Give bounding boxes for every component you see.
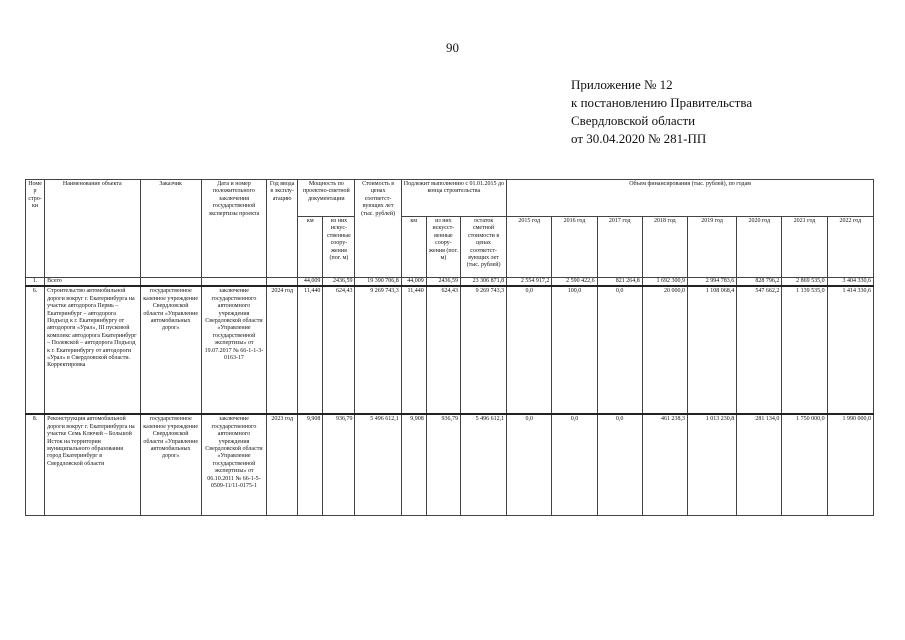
- row-2015: 2 554 917,2: [507, 278, 552, 287]
- header-year-2018: 2018 год: [642, 217, 687, 278]
- header-year-2016: 2016 год: [552, 217, 597, 278]
- row-name: Всего: [45, 278, 140, 287]
- row-cost: 19 390 706,8: [355, 278, 401, 287]
- row-year: 2024 год: [267, 286, 298, 414]
- row-2019: 1 108 068,4: [687, 286, 736, 414]
- header-name: Наименование объекта: [45, 180, 140, 278]
- row-customer: [140, 278, 201, 287]
- row-2017: 0,0: [597, 414, 642, 516]
- financing-table: [25, 179, 874, 516]
- header-remaining: Подлежит выполнению с 01.01.2015 до конца строительства: [401, 180, 506, 217]
- row-2022: 1 414 330,6: [827, 286, 873, 414]
- header-expertise: Дата и номер положительного заключения государственной экспертизы проекта: [201, 180, 266, 278]
- header-capacity: Мощность по проектно-сметной документации: [298, 180, 355, 217]
- row-2019: 2 994 783,6: [687, 278, 736, 287]
- header-year-2022: 2022 год: [827, 217, 873, 278]
- appendix-decree: к постановлению Правительства: [571, 95, 753, 110]
- appendix-title: Приложение № 12: [571, 77, 673, 92]
- page-number: 90: [446, 40, 459, 55]
- header-customer: Заказчик: [140, 180, 201, 278]
- header-num: Номер строки: [26, 180, 45, 278]
- row-structures-remaining: 936,79: [426, 414, 460, 516]
- row-2018: 20 000,0: [642, 286, 687, 414]
- row-2022: 1 990 000,0: [827, 414, 873, 516]
- row-structures-remaining: 2436,59: [426, 278, 460, 287]
- table-row: [26, 286, 874, 414]
- header-year-2015: 2015 год: [507, 217, 552, 278]
- row-2020: 828 796,2: [737, 278, 782, 287]
- row-km: 44,009: [298, 278, 323, 287]
- row-balance: 9 269 743,3: [460, 286, 506, 414]
- row-2021: 1 139 535,0: [782, 286, 827, 414]
- header-financing: Объем финансирования (тыс. рублей), по годам: [507, 180, 874, 217]
- header-year-2020: 2020 год: [737, 217, 782, 278]
- row-2018: 461 238,3: [642, 414, 687, 516]
- row-name: Строительство автомобильной дороги вокруг г. Екатеринбурга на участке автодорога Пермь – Екатеринбург – автодорога Подъезд к г. Екатеринбургу от автодороги «Урал», III пусковой комплекс автодорога Екатеринбург – Полевской – автодорога Подъезд к г. Екатеринбургу от автодороги «Урал» в Свердловской области. Корректировка: [45, 286, 140, 414]
- appendix-region: Свердловской области: [571, 113, 696, 128]
- table-row: [26, 414, 874, 516]
- row-2018: 1 692 300,9: [642, 278, 687, 287]
- row-km-remaining: 11,440: [401, 286, 426, 414]
- row-2016: 2 590 422,6: [552, 278, 597, 287]
- row-num: 1.: [26, 278, 45, 287]
- row-2017: 0,0: [597, 286, 642, 414]
- row-km: 9,908: [298, 414, 323, 516]
- header-year-2017: 2017 год: [597, 217, 642, 278]
- row-expertise: заключение государственного автономного учреждения Свердловской области «Управление государственной экспертизы» от 19.07.2017 № 66-1-1-3-0163-17: [201, 286, 266, 414]
- row-name: Реконструкция автомобильной дороги вокруг г. Екатеринбурга на участке Семь Ключей – Большой Исток на территории муниципального образования город Екатеринбург в Свердловской области: [45, 414, 140, 516]
- row-structures: 624,43: [323, 286, 355, 414]
- header-year-2019: 2019 год: [687, 217, 736, 278]
- row-km-remaining: 44,009: [401, 278, 426, 287]
- row-cost: 5 496 612,1: [355, 414, 401, 516]
- row-year: [267, 278, 298, 287]
- row-num: 6.: [26, 286, 45, 414]
- appendix-header: [571, 76, 752, 148]
- header-balance: остаток сметной стоимости в ценах соответствующих лет (тыс. рублей): [460, 217, 506, 278]
- row-expertise: [201, 278, 266, 287]
- row-2021: 2 869 535,0: [782, 278, 827, 287]
- row-2015: 0,0: [507, 286, 552, 414]
- row-2016: 0,0: [552, 414, 597, 516]
- header-km-remaining: км: [401, 217, 426, 278]
- row-2015: 0,0: [507, 414, 552, 516]
- row-balance: 5 496 612,1: [460, 414, 506, 516]
- appendix-date: от 30.04.2020 № 281-ПП: [571, 131, 707, 146]
- row-km-remaining: 9,908: [401, 414, 426, 516]
- row-2021: 1 750 000,0: [782, 414, 827, 516]
- header-year: Год ввода в эксплуатацию: [267, 180, 298, 278]
- header-km: км: [298, 217, 323, 278]
- row-num: 8.: [26, 414, 45, 516]
- row-2016: 100,0: [552, 286, 597, 414]
- header-year-2021: 2021 год: [782, 217, 827, 278]
- row-year: 2023 год: [267, 414, 298, 516]
- header-structures-remaining: из них искусственные сооружения (пог. м): [426, 217, 460, 278]
- row-customer: государственное казенное учреждение Свердловской области «Управление автомобильных дорог»: [140, 414, 201, 516]
- row-structures: 2436,59: [323, 278, 355, 287]
- row-structures: 936,79: [323, 414, 355, 516]
- row-expertise: заключение государственного автономного учреждения Свердловской области «Управление государственной экспертизы» от 06.10.2011 № 66-1-5-0509-11/11-0175-1: [201, 414, 266, 516]
- row-2022: 3 404 330,6: [827, 278, 873, 287]
- row-2017: 821 264,8: [597, 278, 642, 287]
- header-structures: из них искусственные сооружения (пог. м): [323, 217, 355, 278]
- row-2020: 281 134,0: [737, 414, 782, 516]
- header-cost: Стоимость в ценах соответствующих лет (тыс. рублей): [355, 180, 401, 278]
- row-balance: 23 306 871,8: [460, 278, 506, 287]
- row-cost: 9 269 743,3: [355, 286, 401, 414]
- row-structures-remaining: 624,43: [426, 286, 460, 414]
- row-2020: 547 662,2: [737, 286, 782, 414]
- row-km: 11,440: [298, 286, 323, 414]
- table-row: [26, 278, 874, 287]
- row-2019: 1 013 230,8: [687, 414, 736, 516]
- row-customer: государственное казенное учреждение Свердловской области «Управление автомобильных дорог»: [140, 286, 201, 414]
